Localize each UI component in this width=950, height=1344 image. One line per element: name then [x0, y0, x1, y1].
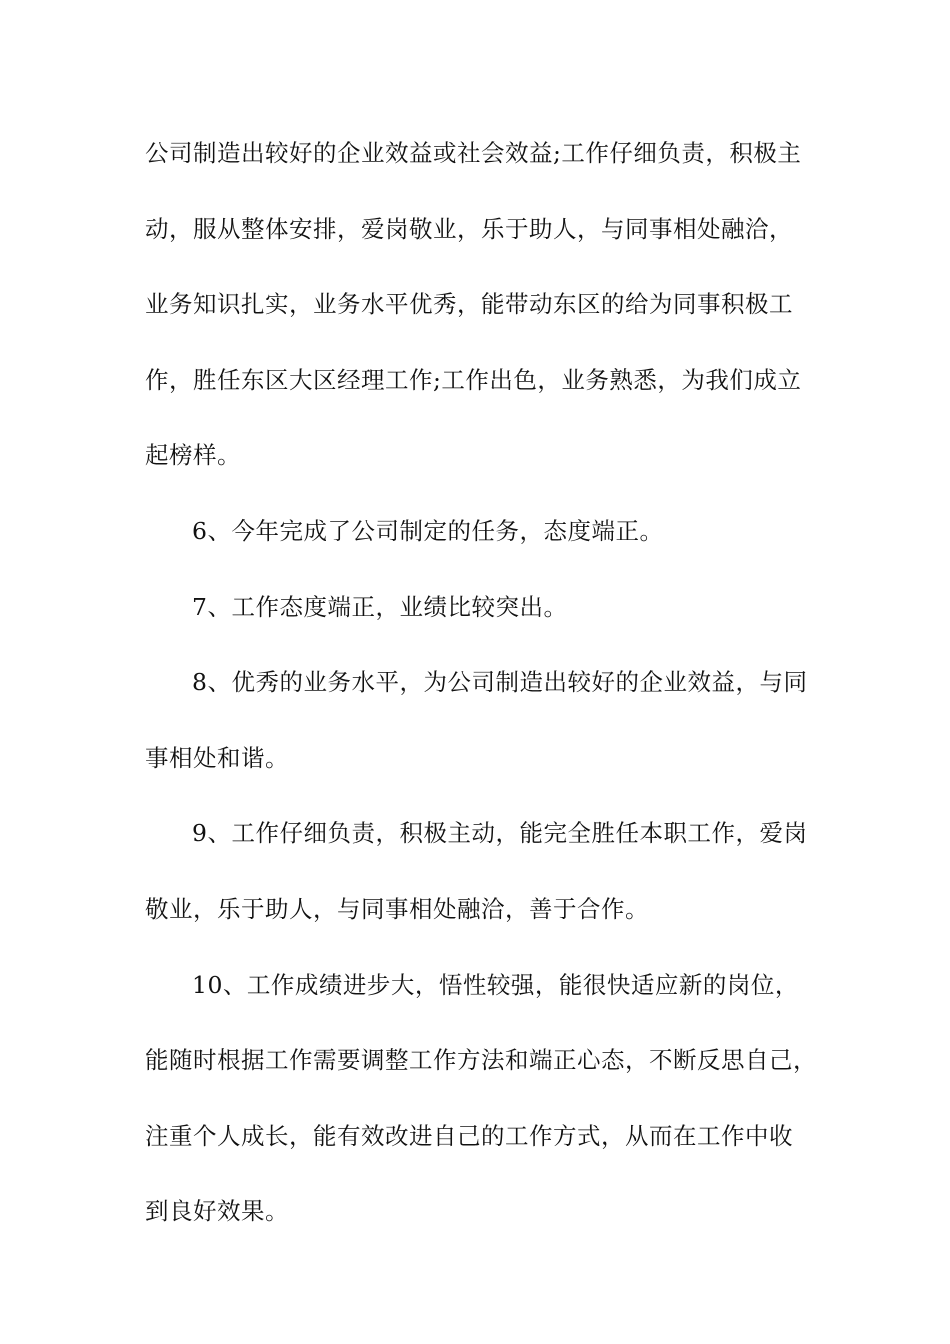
list-item-7: 7、工作态度端正，业绩比较突出。	[192, 592, 568, 621]
list-item-9: 9、工作仔细负责，积极主动，能完全胜任本职工作，爱岗	[192, 819, 808, 848]
text-line: 公司制造出较好的企业效益或社会效益;工作仔细负责，积极主	[145, 139, 802, 167]
list-item-8: 8、优秀的业务水平，为公司制造出较好的企业效益，与同	[192, 668, 808, 697]
text-line: 业务知识扎实，业务水平优秀，能带动东区的给为同事积极工	[145, 290, 793, 319]
list-item-6: 6、今年完成了公司制定的任务，态度端正。	[192, 516, 664, 545]
text-line: 敬业，乐于助人，与同事相处融洽，善于合作。	[145, 894, 649, 923]
list-item-10: 10、工作成绩进步大，悟性较强，能很快适应新的岗位，	[192, 970, 799, 999]
text-line: 作，胜任东区大区经理工作;工作出色，业务熟悉，为我们成立	[145, 365, 802, 394]
text-line: 起榜样。	[145, 441, 241, 470]
text-line: 注重个人成长，能有效改进自己的工作方式，从而在工作中收	[145, 1121, 793, 1150]
text-line: 动，服从整体安排，爱岗敬业，乐于助人，与同事相处融洽，	[145, 214, 793, 243]
document-body	[145, 128, 835, 1262]
text-line: 事相处和谐。	[145, 743, 289, 772]
text-line: 到良好效果。	[145, 1197, 289, 1226]
text-line: 能随时根据工作需要调整工作方法和端正心态，不断反思自己，	[145, 1046, 817, 1075]
